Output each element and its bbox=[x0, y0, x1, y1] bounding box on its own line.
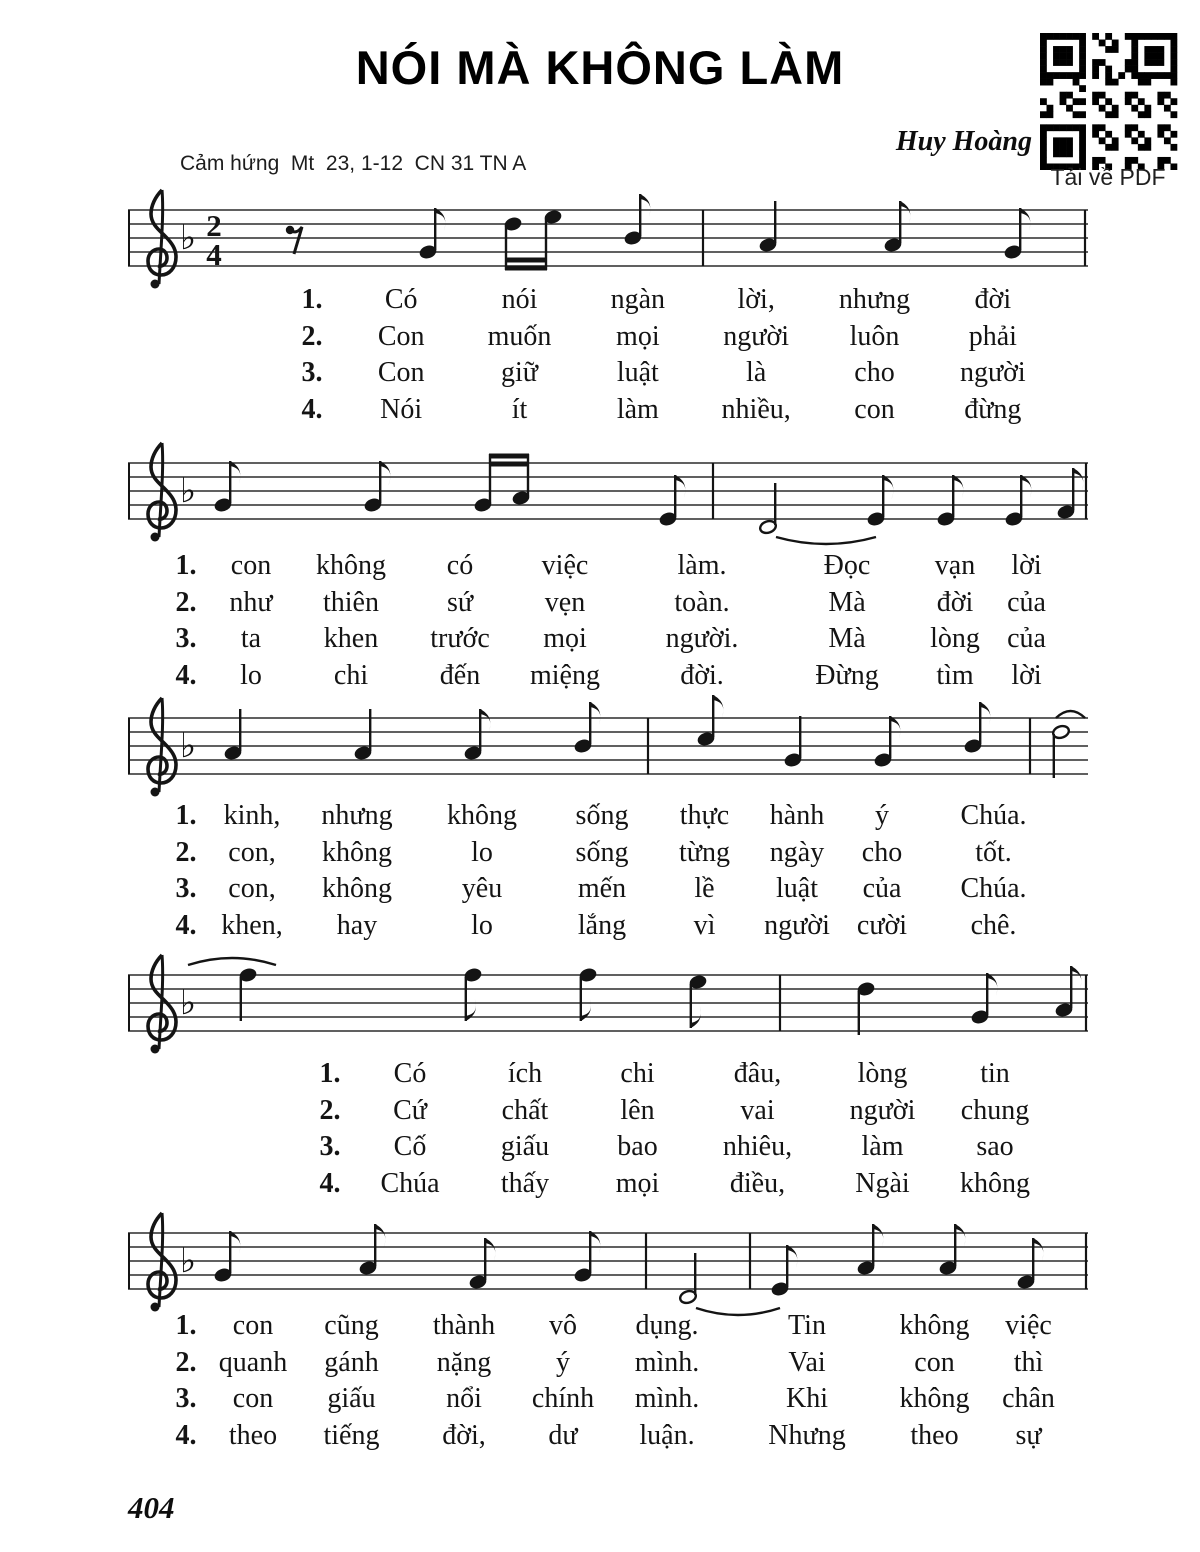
verse-number: 2. bbox=[175, 586, 197, 618]
lyric-word: con bbox=[914, 1346, 955, 1378]
lyric-word: luận. bbox=[639, 1419, 695, 1451]
lyric-word: Cố bbox=[393, 1131, 427, 1163]
lyric-word: ngàn bbox=[610, 284, 666, 316]
lyric-word: theo bbox=[910, 1419, 959, 1451]
composer-name: Huy Hoàng bbox=[895, 126, 1032, 157]
lyric-word: chính bbox=[531, 1383, 595, 1415]
lyric-word: sao bbox=[976, 1131, 1014, 1163]
lyric-word: làm bbox=[861, 1131, 904, 1163]
lyric-word: người bbox=[723, 320, 790, 352]
lyric-word: vạn bbox=[934, 550, 976, 582]
lyric-word: vai bbox=[740, 1094, 775, 1126]
lyric-word: con, bbox=[228, 873, 276, 905]
verse-number: 1. bbox=[301, 284, 323, 316]
lyric-word: nhưng bbox=[321, 800, 393, 832]
lyric-word: con bbox=[230, 550, 272, 582]
lyric-word: trước bbox=[430, 623, 490, 655]
svg-text:♭: ♭ bbox=[180, 471, 197, 511]
lyric-word: dụng. bbox=[635, 1310, 699, 1342]
lyric-word: từng bbox=[679, 836, 730, 868]
lyric-word: lời bbox=[1011, 550, 1042, 582]
lyric-word: chi bbox=[333, 659, 369, 691]
lyric-word: dư bbox=[548, 1419, 578, 1451]
lyric-word: Mà bbox=[828, 586, 866, 618]
lyric-word: người bbox=[764, 909, 830, 941]
verse-number: 3. bbox=[175, 1383, 197, 1415]
lyric-word: không bbox=[316, 550, 386, 582]
verse-block-2 bbox=[165, 548, 1050, 694]
lyric-word: không bbox=[899, 1383, 970, 1415]
lyric-word: làm bbox=[616, 393, 659, 425]
lyric-word: mọi bbox=[615, 1167, 660, 1199]
lyric-word: Đọc bbox=[823, 550, 871, 582]
verse-number: 4. bbox=[319, 1167, 341, 1199]
verse-block-5 bbox=[165, 1308, 1070, 1454]
lyric-word: luật bbox=[616, 357, 659, 389]
verse-number: 4. bbox=[175, 1419, 197, 1451]
lyric-word: nhưng bbox=[838, 284, 911, 316]
lyric-word: mọi bbox=[616, 320, 660, 352]
lyric-word: của bbox=[862, 873, 902, 905]
lyric-word: giấu bbox=[500, 1131, 550, 1163]
lyric-word: Ngài bbox=[855, 1167, 910, 1199]
svg-text:♭: ♭ bbox=[180, 983, 197, 1023]
lyric-word: Vai bbox=[788, 1346, 826, 1378]
svg-text:4: 4 bbox=[206, 237, 222, 272]
lyric-word: Chúa. bbox=[960, 873, 1027, 905]
lyric-word: sống bbox=[575, 836, 629, 868]
lyric-word: Chúa. bbox=[960, 800, 1027, 832]
lyric-word: Mà bbox=[828, 623, 866, 655]
lyric-word: ta bbox=[240, 623, 262, 655]
staff-line-4 bbox=[128, 945, 1090, 1065]
lyric-word: Cứ bbox=[393, 1094, 427, 1126]
verse-number: 2. bbox=[175, 1346, 197, 1378]
verse-number: 3. bbox=[175, 623, 197, 655]
lyric-word: vì bbox=[693, 909, 716, 941]
lyric-word: cho bbox=[861, 836, 903, 868]
verse-number: 2. bbox=[319, 1094, 341, 1126]
lyric-word: con, bbox=[228, 836, 276, 868]
lyric-word: việc bbox=[1005, 1310, 1052, 1342]
lyric-word: tiếng bbox=[323, 1419, 380, 1451]
lyric-word: người bbox=[849, 1094, 916, 1126]
lyric-word: không bbox=[960, 1167, 1030, 1199]
verse-number: 4. bbox=[175, 659, 197, 691]
lyric-word: Nói bbox=[380, 393, 423, 425]
verse-number: 3. bbox=[319, 1131, 341, 1163]
lyric-word: nặng bbox=[436, 1346, 492, 1378]
lyric-word: chê. bbox=[970, 909, 1017, 941]
lyric-word: Tin bbox=[788, 1310, 826, 1342]
lyric-word: chất bbox=[501, 1094, 549, 1126]
lyric-word: cười bbox=[856, 909, 908, 941]
lyric-word: tìm bbox=[936, 659, 974, 691]
lyric-word: thiên bbox=[323, 586, 379, 618]
lyric-word: tin bbox=[980, 1058, 1010, 1090]
lyric-word: thành bbox=[432, 1310, 496, 1342]
lyric-word: lòng bbox=[930, 623, 980, 655]
song-title: NÓI MÀ KHÔNG LÀM bbox=[355, 41, 845, 94]
lyric-word: ích bbox=[507, 1058, 543, 1090]
verse-number: 3. bbox=[175, 873, 197, 905]
lyric-word: Chúa bbox=[380, 1167, 440, 1199]
lyric-word: lời bbox=[1011, 659, 1042, 691]
verse-number: 1. bbox=[175, 800, 197, 832]
lyric-word: chi bbox=[620, 1058, 655, 1090]
lyric-word: Con bbox=[377, 320, 425, 352]
verse-number: 1. bbox=[175, 550, 197, 582]
lyric-word: vẹn bbox=[544, 586, 586, 618]
lyric-word: thì bbox=[1013, 1346, 1044, 1378]
lyric-word: mình. bbox=[634, 1346, 700, 1378]
verse-block-1 bbox=[282, 282, 1052, 428]
lyric-word: Có bbox=[393, 1058, 427, 1090]
lyric-word: lề bbox=[694, 873, 715, 905]
lyric-word: con bbox=[854, 393, 895, 425]
lyric-word: lo bbox=[471, 909, 493, 941]
lyric-word: yêu bbox=[461, 873, 503, 905]
lyric-word: con bbox=[232, 1310, 274, 1342]
svg-text:2: 2 bbox=[206, 208, 222, 243]
lyric-word: không bbox=[322, 873, 392, 905]
lyric-word: tốt. bbox=[975, 836, 1012, 868]
verse-number: 1. bbox=[175, 1310, 197, 1342]
lyric-word: như bbox=[229, 586, 273, 618]
lyric-word: sứ bbox=[446, 586, 474, 618]
lyric-word: quanh bbox=[218, 1346, 288, 1378]
lyric-word: giữ bbox=[501, 357, 538, 389]
lyric-word: là bbox=[746, 357, 767, 389]
lyric-word: Đừng bbox=[815, 659, 879, 691]
lyric-word: mình. bbox=[634, 1383, 700, 1415]
lyric-word: miệng bbox=[530, 659, 600, 691]
lyric-word: mọi bbox=[543, 623, 587, 655]
verse-block-3 bbox=[165, 798, 1065, 944]
verse-number: 1. bbox=[319, 1058, 341, 1090]
lyric-word: sống bbox=[575, 800, 629, 832]
svg-text:♭: ♭ bbox=[180, 726, 197, 766]
lyric-word: Có bbox=[384, 284, 418, 316]
lyric-word: đâu, bbox=[733, 1058, 782, 1090]
lyric-word: không bbox=[447, 800, 517, 832]
lyric-word: con bbox=[232, 1383, 274, 1415]
lyric-word: Khi bbox=[786, 1383, 828, 1415]
staff-line-3 bbox=[128, 688, 1090, 808]
lyric-word: bao bbox=[617, 1131, 658, 1163]
lyric-word: Con bbox=[377, 357, 425, 389]
lyric-word: ý bbox=[556, 1346, 570, 1378]
lyric-word: đời, bbox=[442, 1419, 486, 1451]
lyric-word: nhiêu, bbox=[722, 1131, 793, 1163]
lyric-word: mến bbox=[577, 873, 627, 905]
page-number: 404 bbox=[128, 1490, 175, 1525]
lyric-word: luôn bbox=[849, 320, 900, 352]
lyric-word: ít bbox=[511, 393, 528, 425]
lyric-word: điều, bbox=[729, 1167, 786, 1199]
lyric-word: nói bbox=[501, 284, 538, 316]
lyric-word: việc bbox=[541, 550, 589, 582]
lyric-word: theo bbox=[228, 1419, 278, 1451]
lyric-word: kinh, bbox=[223, 800, 281, 832]
lyric-word: người bbox=[959, 357, 1026, 389]
verse-number: 3. bbox=[301, 357, 323, 389]
lyric-word: lo bbox=[240, 659, 262, 691]
lyric-word: toàn. bbox=[674, 586, 730, 618]
lyric-word: lắng bbox=[577, 909, 627, 941]
svg-text:♭: ♭ bbox=[180, 1241, 197, 1281]
lyric-word: lòng bbox=[857, 1058, 908, 1090]
lyric-word: cho bbox=[854, 357, 895, 389]
lyric-word: lời, bbox=[737, 284, 775, 316]
lyric-word: lên bbox=[620, 1094, 655, 1126]
lyric-word: muốn bbox=[487, 320, 552, 352]
lyric-word: có bbox=[446, 550, 474, 582]
lyric-word: Nhưng bbox=[768, 1419, 846, 1451]
lyric-word: của bbox=[1007, 586, 1046, 618]
lyric-word: vô bbox=[549, 1310, 577, 1342]
lyric-word: luật bbox=[776, 873, 818, 905]
verse-number: 4. bbox=[175, 909, 197, 941]
lyric-word: thấy bbox=[500, 1167, 550, 1199]
lyric-word: khen, bbox=[221, 909, 283, 941]
verse-block-4 bbox=[305, 1056, 1050, 1202]
svg-text:♭: ♭ bbox=[180, 218, 197, 258]
lyric-word: lo bbox=[471, 836, 493, 868]
lyric-word: sự bbox=[1015, 1419, 1042, 1451]
lyric-word: làm. bbox=[677, 550, 727, 582]
lyric-word: không bbox=[322, 836, 392, 868]
lyric-word: nổi bbox=[446, 1383, 482, 1415]
lyric-word: đời bbox=[936, 586, 974, 618]
lyric-word: phải bbox=[968, 320, 1017, 352]
lyric-word: ngày bbox=[769, 836, 825, 868]
download-pdf-label[interactable]: Tải về PDF bbox=[1050, 164, 1166, 190]
lyric-word: chung bbox=[960, 1094, 1030, 1126]
lyric-word: không bbox=[899, 1310, 970, 1342]
lyric-word: cũng bbox=[324, 1310, 379, 1342]
lyric-word: hành bbox=[769, 800, 825, 832]
lyric-word: ý bbox=[875, 800, 889, 832]
lyric-word: đời bbox=[974, 284, 1012, 316]
qr-code[interactable] bbox=[1037, 33, 1180, 170]
lyric-word: nhiều, bbox=[721, 393, 791, 425]
lyric-word: thực bbox=[679, 800, 730, 832]
lyric-word: hay bbox=[336, 909, 378, 941]
staff-line-2 bbox=[128, 433, 1090, 553]
staff-line-5 bbox=[128, 1203, 1090, 1323]
lyric-word: gánh bbox=[324, 1346, 379, 1378]
inspiration-reference: Cảm hứng Mt 23, 1-12 CN 31 TN A bbox=[180, 152, 527, 175]
lyric-word: giấu bbox=[327, 1383, 376, 1415]
lyric-word: khen bbox=[323, 623, 379, 655]
lyric-word: chân bbox=[1002, 1383, 1055, 1415]
lyric-word: đến bbox=[439, 659, 481, 691]
lyric-word: đừng bbox=[964, 393, 1022, 425]
verse-number: 4. bbox=[301, 393, 323, 425]
verse-number: 2. bbox=[301, 320, 323, 352]
verse-number: 2. bbox=[175, 836, 197, 868]
lyric-word: người. bbox=[665, 623, 739, 655]
lyric-word: của bbox=[1007, 623, 1046, 655]
lyric-word: đời. bbox=[680, 659, 724, 691]
